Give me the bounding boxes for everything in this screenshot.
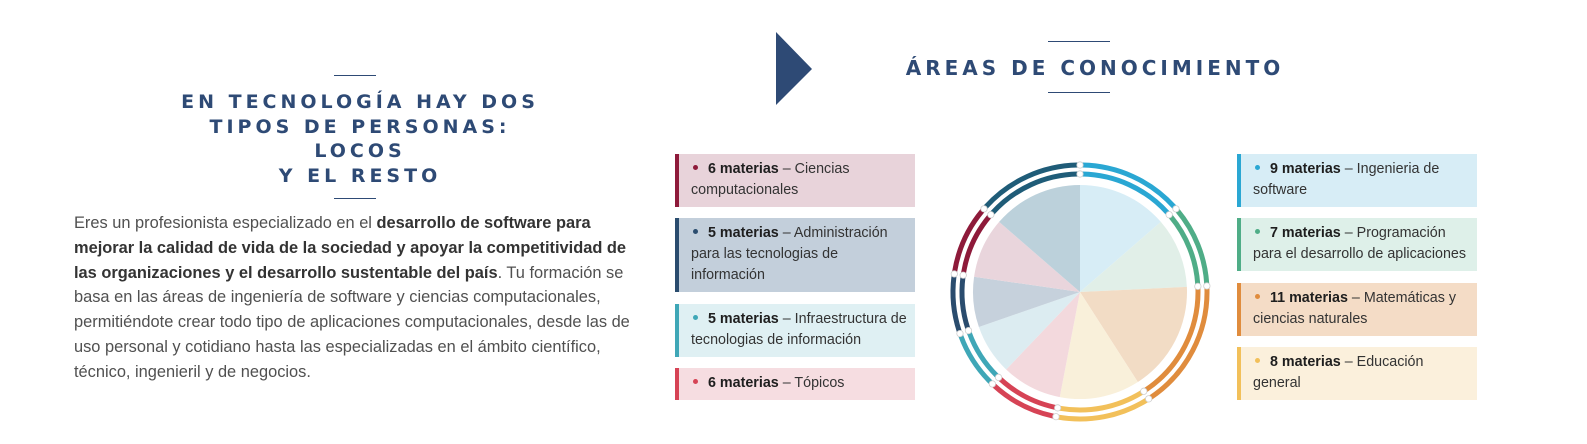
legend-item-administracion-ti (675, 218, 915, 292)
legend-count: 11 materias (1270, 290, 1348, 306)
legend-dot (693, 165, 698, 170)
inner-ring-arc-administracion-para-las-tecnologias-de-informacion (962, 278, 968, 329)
legend-dot (693, 229, 698, 234)
areas-rule-top (1048, 41, 1110, 42)
legend-count: 7 materias (1270, 225, 1341, 241)
legend-label: – Ingenieria de software (1253, 161, 1440, 198)
legend-item-programacion (1237, 218, 1477, 271)
knowledge-areas-pie-chart (940, 152, 1220, 432)
legend-label: – Administración para las tecnologias de información (691, 225, 888, 283)
legend-item-educacion-general (1237, 347, 1477, 400)
legend-item-infraestructura-ti (675, 304, 915, 357)
ring-node (981, 206, 987, 212)
ring-node (1173, 206, 1179, 212)
heading-line: EN TECNOLOGÍA HAY DOS (181, 91, 539, 113)
legend-item-topicos (675, 368, 915, 400)
paragraph-intro: Eres un profesionista especializado en el (74, 214, 377, 232)
legend-label: – Ciencias computacionales (691, 161, 850, 198)
legend-dot (1255, 294, 1260, 299)
paragraph-bold: desarrollo de software para mejorar la calidad de vida de la sociedad y apoyar la competitividad de las organizaciones y el desarrollo sustentable del país (74, 214, 627, 282)
legend-count: 6 materias (708, 161, 779, 177)
legend-count: 9 materias (1270, 161, 1341, 177)
ring-node (957, 330, 963, 336)
ring-node (1054, 405, 1060, 411)
heading-line: Y EL RESTO (278, 164, 442, 187)
legend-item-matematicas (1237, 283, 1477, 336)
legend-dot (693, 379, 698, 384)
legend-dot (1255, 165, 1260, 170)
legend-item-ciencias-computacionales (675, 154, 915, 207)
ring-node (1077, 171, 1083, 177)
heading-line: LOCOS (314, 140, 406, 162)
ring-node (989, 381, 995, 387)
legend-count: 6 materias (708, 375, 779, 391)
page-heading (160, 90, 560, 188)
legend-count: 5 materias (708, 311, 779, 327)
legend-item-ingenieria-software (1237, 154, 1477, 207)
ring-node (1145, 396, 1151, 402)
ring-node (965, 327, 971, 333)
ring-node (1204, 283, 1210, 289)
ring-node (951, 271, 957, 277)
legend-dot (1255, 358, 1260, 363)
legend-count: 5 materias (708, 225, 779, 241)
areas-rule-bottom (1048, 92, 1110, 93)
legend-count: 8 materias (1270, 354, 1341, 370)
ring-node (1077, 162, 1083, 168)
ring-node (995, 374, 1001, 380)
paragraph-rest: . Tu formación se basa en las áreas de ingeniería de software y ciencias computacionales, permitiéndote crear todo tipo de aplicaciones computacionales, desde las de uso personal y cotidiano hasta las especializadas en el ámbito científico, técnico, ingenieril y de negocios. (74, 263, 630, 381)
legend-label: – Infraestructura de tecnologias de información (691, 311, 907, 348)
legend-label: – Tópicos (782, 375, 845, 391)
heading-line: TIPOS DE PERSONAS: (209, 115, 511, 138)
heading-rule-top (334, 75, 376, 76)
legend-dot (693, 315, 698, 320)
areas-title: ÁREAS DE CONOCIMIENTO (905, 56, 1285, 80)
ring-node (1053, 414, 1059, 420)
ring-node (1195, 283, 1201, 289)
legend-label: – Educación general (1253, 354, 1424, 391)
legend-dot (1255, 229, 1260, 234)
heading-rule-bottom (334, 198, 376, 199)
legend-label: – Programación para el desarrollo de aplicaciones (1253, 225, 1466, 262)
ring-node (960, 272, 966, 278)
ring-node (1166, 212, 1172, 218)
intro-paragraph (74, 211, 644, 385)
ring-node (1141, 388, 1147, 394)
play-arrow-icon (776, 32, 816, 106)
outer-ring-arc-administracion-para-las-tecnologias-de-informacion (953, 276, 959, 331)
legend-label: – Matemáticas y ciencias naturales (1253, 290, 1456, 327)
ring-node (988, 212, 994, 218)
